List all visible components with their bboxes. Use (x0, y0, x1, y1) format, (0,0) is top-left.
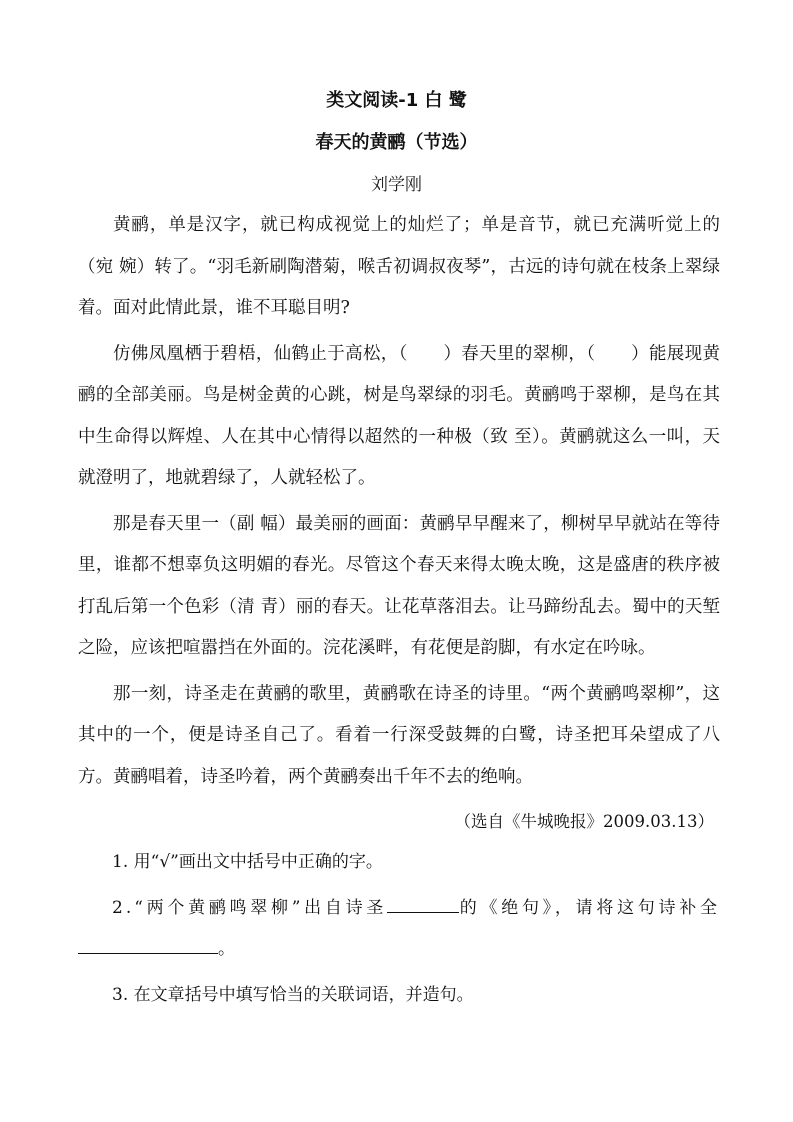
poem-answer-blank[interactable] (78, 935, 218, 954)
article-author: 刘学刚 (371, 175, 422, 195)
worksheet-title: 类文阅读-1 白 鹭 (326, 90, 467, 111)
question-2-text-b: 的《绝句》，请将这句诗补全 (459, 897, 720, 918)
poet-answer-blank[interactable] (387, 894, 459, 913)
article-body (78, 205, 720, 1020)
question-3: 3. 在文章括号中填写恰当的关联词语，并造句。 (112, 984, 474, 1005)
question-2 (78, 888, 720, 971)
article-title: 春天的黄鹂（节选） (315, 132, 478, 153)
paragraph-2: 仿佛凤凰栖于碧梧，仙鹤止于高松，（ ）春天里的翠柳，（ ）能展现黄鹂的全部美丽。鸟是树金黄的心跳，树是鸟翠绿的羽毛。黄鹂鸣于翠柳，是鸟在其中生命得以辉煌、人在其中心情得以超然的一种极（致 至）。黄鹂就这么一叫，天就澄明了，地就碧绿了，人就轻松了。 (78, 343, 720, 488)
question-2-text-a: 2.“两个黄鹂鸣翠柳”出自诗圣 (112, 897, 388, 918)
paragraph-1: 黄鹂，单是汉字，就已构成视觉上的灿烂了；单是音节，就已充满听觉上的（宛 婉）转了。“羽毛新刷陶潜菊，喉舌初调叔夜琴”，古远的诗句就在枝条上翠绿着。面对此情此景，谁不耳聪目明? (78, 215, 720, 318)
question-2-text-c: 。 (218, 939, 238, 959)
paragraph-3: 那是春天里一（副 幅）最美丽的画面：黄鹂早早醒来了，柳树早早就站在等待里，谁都不想辜负这明媚的春光。尽管这个春天来得太晚太晚，这是盛唐的秩序被打乱后第一个色彩（清 青）丽的春天。让花草落泪去。让马蹄纷乱去。蜀中的天堑之险，应该把喧嚣挡在外面的。浣花溪畔，有花便是韵脚，有水定在吟咏。 (78, 513, 720, 658)
paragraph-4: 那一刻，诗圣走在黄鹂的歌里，黄鹂歌在诗圣的诗里。“两个黄鹂鸣翠柳”，这其中的一个，便是诗圣自己了。看着一行深受鼓舞的白鹭，诗圣把耳朵望成了八方。黄鹂唱着，诗圣吟着，两个黄鹂奏出千年不去的绝响。 (78, 683, 720, 787)
source-citation: （选自《牛城晚报》2009.03.13） (454, 812, 714, 831)
question-1: 1. 用“√”画出文中括号中正确的字。 (112, 852, 383, 872)
